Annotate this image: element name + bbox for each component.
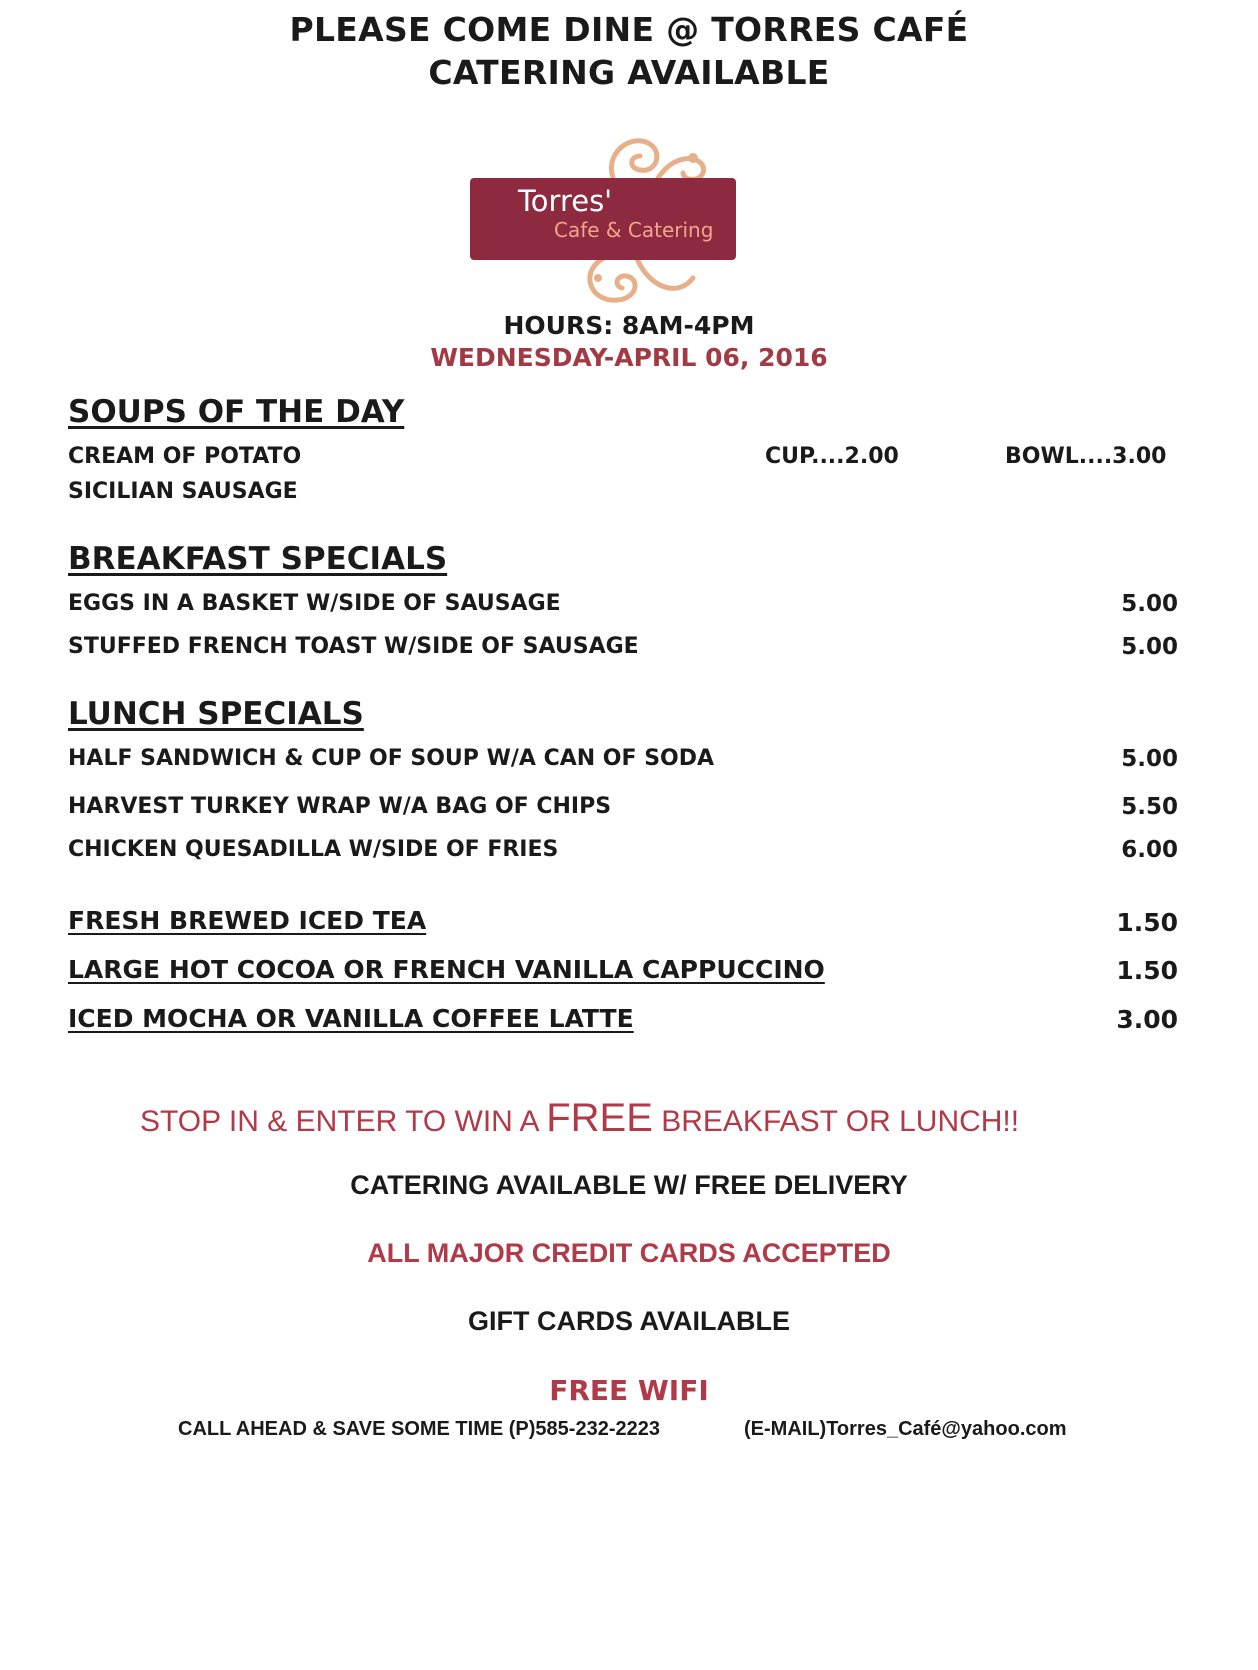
wifi-note: FREE WIFI [549, 1374, 709, 1407]
gift-cards-note: GIFT CARDS AVAILABLE [468, 1306, 790, 1336]
lunch-item-price: 6.00 [1121, 837, 1178, 863]
promo-text-before: STOP IN & ENTER TO WIN A [140, 1105, 547, 1138]
promo-text-after: BREAKFAST OR LUNCH!! [652, 1105, 1020, 1138]
logo-name: Torres' [518, 184, 613, 218]
soups-heading: SOUPS OF THE DAY [68, 394, 405, 430]
soup-item: CREAM OF POTATO [68, 444, 302, 469]
header-line-2: CATERING AVAILABLE [428, 53, 830, 92]
breakfast-item: EGGS IN A BASKET W/SIDE OF SAUSAGE [68, 591, 561, 616]
credit-cards-note: ALL MAJOR CREDIT CARDS ACCEPTED [367, 1238, 891, 1268]
soup-bowl-price: BOWL....3.00 [1005, 444, 1167, 469]
soup-cup-price: CUP....2.00 [765, 444, 899, 469]
drink-item: ICED MOCHA OR VANILLA COFFEE LATTE [68, 1004, 634, 1033]
drink-item-price: 3.00 [1116, 1005, 1178, 1034]
drink-item-price: 1.50 [1116, 908, 1178, 937]
contact-phone: CALL AHEAD & SAVE SOME TIME (P)585-232-2223 [178, 1418, 660, 1440]
breakfast-item-price: 5.00 [1121, 634, 1178, 660]
hours: HOURS: 8AM-4PM [503, 311, 755, 340]
menu-date: WEDNESDAY-APRIL 06, 2016 [430, 343, 828, 372]
drink-item: LARGE HOT COCOA OR FRENCH VANILLA CAPPUCCINO [68, 955, 825, 984]
lunch-item: HALF SANDWICH & CUP OF SOUP W/A CAN OF SODA [68, 746, 715, 771]
catering-note: CATERING AVAILABLE W/ FREE DELIVERY [350, 1170, 908, 1200]
breakfast-item-price: 5.00 [1121, 591, 1178, 617]
soup-item: SICILIAN SAUSAGE [68, 479, 298, 504]
drink-item: FRESH BREWED ICED TEA [68, 906, 427, 935]
lunch-item-price: 5.50 [1121, 794, 1178, 820]
promo-free: FREE [546, 1096, 653, 1140]
lunch-item-price: 5.00 [1121, 746, 1178, 772]
promo-line [140, 1096, 1140, 1141]
drink-item-price: 1.50 [1116, 956, 1178, 985]
breakfast-heading: BREAKFAST SPECIALS [68, 541, 448, 577]
breakfast-item: STUFFED FRENCH TOAST W/SIDE OF SAUSAGE [68, 634, 639, 659]
header-line-1: PLEASE COME DINE @ TORRES CAFÉ [289, 10, 969, 49]
cafe-logo [488, 128, 768, 316]
lunch-item: CHICKEN QUESADILLA W/SIDE OF FRIES [68, 837, 559, 862]
logo-tagline: Cafe & Catering [554, 218, 714, 242]
lunch-heading: LUNCH SPECIALS [68, 696, 364, 732]
lunch-item: HARVEST TURKEY WRAP W/A BAG OF CHIPS [68, 794, 612, 819]
contact-email: (E-MAIL)Torres_Café@yahoo.com [744, 1418, 1067, 1440]
